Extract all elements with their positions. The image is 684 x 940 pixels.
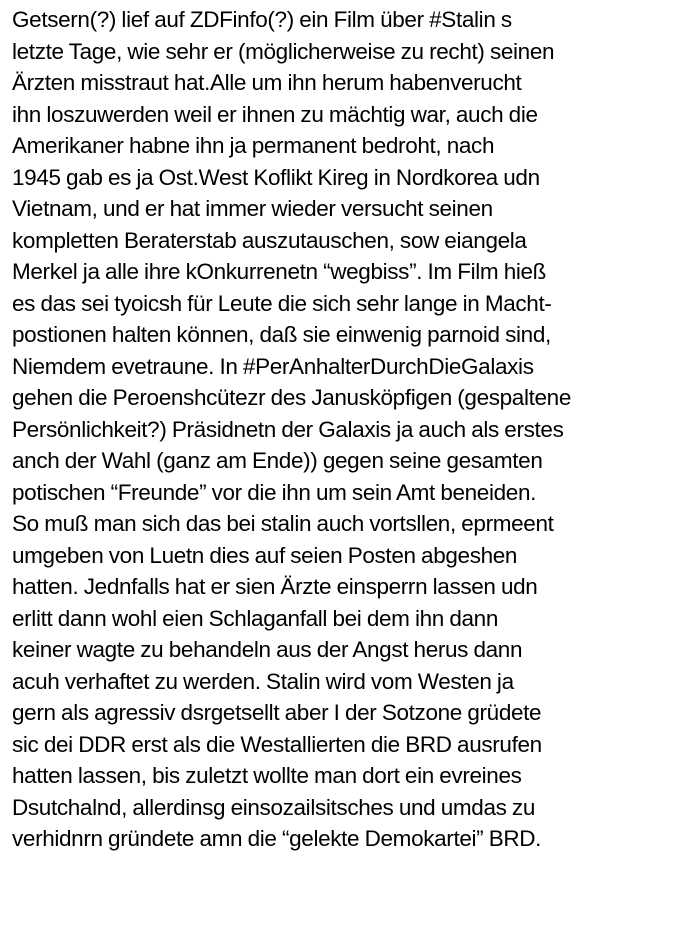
text-line: erlitt dann wohl eien Schlaganfall bei dem ihn dann [12,605,498,631]
text-line: kompletten Beraterstab auszutauschen, sow eiangela [12,227,527,253]
text-line: 1945 gab es ja Ost.West Koflikt Kireg in Nordkorea udn [12,164,540,190]
text-line: umgeben von Luetn dies auf seien Posten abgeshen [12,542,518,568]
text-line: Persönlichkeit?) Präsidnetn der Galaxis ja auch als erstes [12,416,564,442]
text-line: keiner wagte zu behandeln aus der Angst herus dann [12,637,523,662]
text-line: Dsutchalnd, allerdinsg einsozailsitsches und umdas zu [12,794,535,820]
text-line: es das sei tyoicsh für Leute die sich sehr lange in Macht- [12,290,552,316]
text-line: Getsern(?) lief auf ZDFinfo(?) ein Film über #Stalin s [12,7,512,32]
text-line: Amerikaner habne ihn ja permanent bedroht, nach [12,133,495,158]
text-line: letzte Tage, wie sehr er (möglicherweise zu recht) seinen [12,38,555,64]
text-line: gehen die Peroenshcütezr des Janusköpfigen (gespaltene [12,385,572,410]
text-line: Ärzten misstraut hat.Alle um ihn herum habenverucht [12,70,522,95]
document-page [12,4,680,855]
text-line: postionen halten können, daß sie einwenig parnoid sind, [12,322,551,347]
text-line: Niemdem evetraune. In #PerAnhalterDurchDieGalaxis [12,353,534,379]
text-line: hatten. Jednfalls hat er sien Ärzte einsperrn lassen udn [12,574,538,599]
text-line: So muß man sich das bei stalin auch vortsllen, eprmeent [12,511,554,536]
text-line: verhidnrn gründete amn die “gelekte Demokartei” BRD. [12,826,542,851]
text-line: ihn loszuwerden weil er ihnen zu mächtig war, auch die [12,101,538,127]
text-line: potischen “Freunde” vor die ihn um sein Amt beneiden. [12,479,537,505]
text-line: anch der Wahl (ganz am Ende)) gegen seine gesamten [12,448,543,473]
text-line: acuh verhaftet zu werden. Stalin wird vom Westen ja [12,668,514,694]
text-line: sic dei DDR erst als die Westallierten die BRD ausrufen [12,731,542,757]
text-line: gern als agressiv dsrgetsellt aber I der Sotzone grüdete [12,700,542,725]
text-line: Merkel ja alle ihre kOnkurrenetn “wegbiss”. Im Film hieß [12,259,547,284]
text-line: hatten lassen, bis zuletzt wollte man dort ein evreines [12,763,522,788]
text-line: Vietnam, und er hat immer wieder versucht seinen [12,196,493,221]
